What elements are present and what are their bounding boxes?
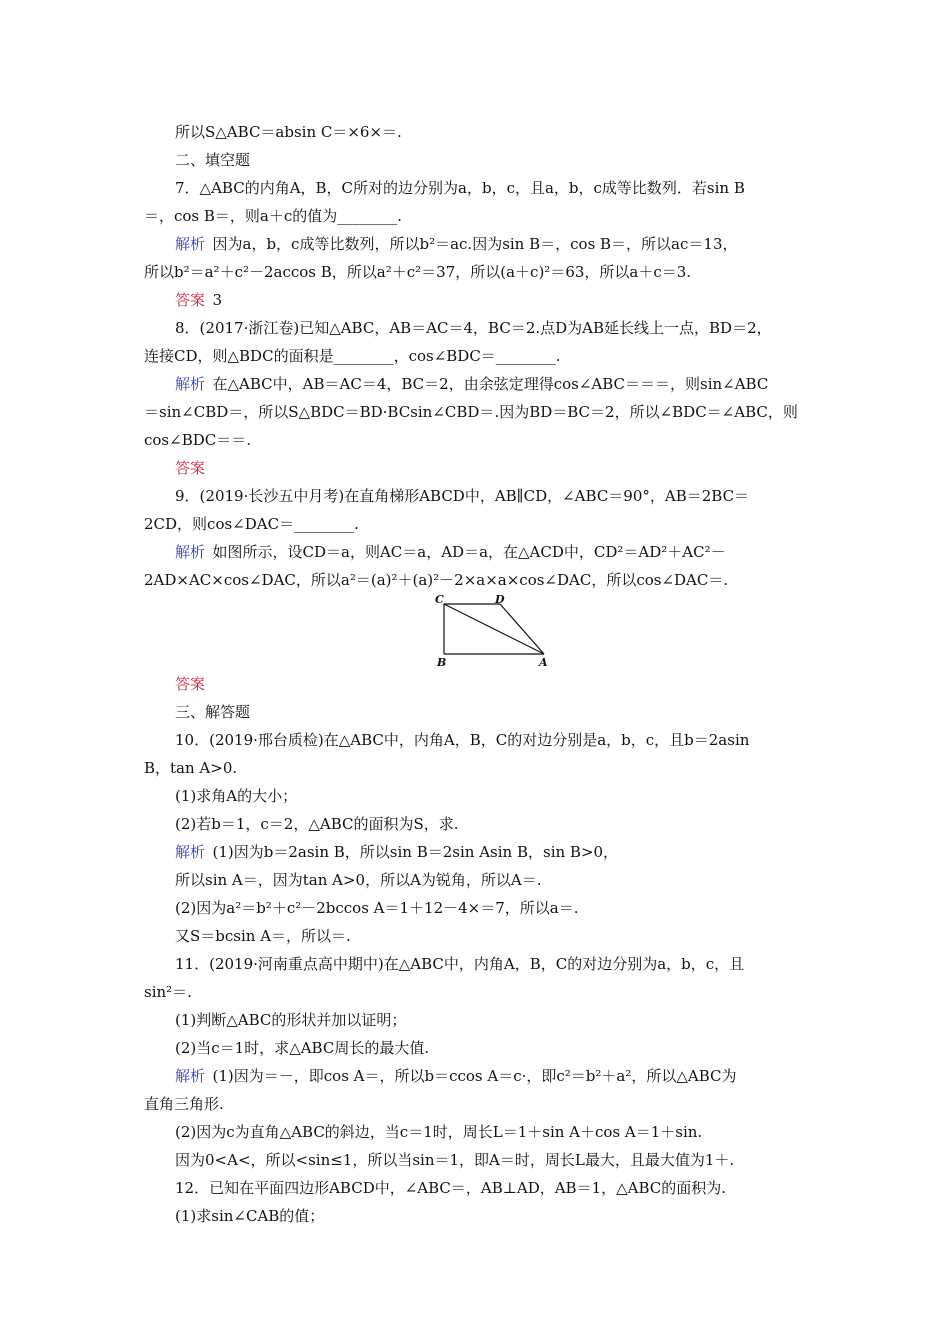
text-line [144, 430, 809, 450]
line-text: 所以sin A＝，因为tan A>0，所以A为锐角，所以A＝. [175, 871, 542, 889]
line-text: 12．已知在平面四边形ABCD中，∠ABC＝，AB⊥AD，AB＝1，△ABC的面积为. [175, 1179, 727, 1197]
line-text: (2)因为c为直角△ABC的斜边，当c＝1时，周长L＝1＋sin A＋cos A＝1＋sin. [175, 1123, 703, 1141]
text-line [175, 814, 809, 834]
line-text: B，tan A>0. [144, 759, 238, 777]
text-line [175, 234, 809, 254]
line-text: 连接CD，则△BDC的面积是________，cos∠BDC＝________. [144, 347, 561, 365]
edge-da [500, 604, 544, 654]
line-text: 所以S△ABC＝absin C＝×6×＝. [175, 123, 402, 141]
text-line [175, 870, 809, 890]
text-line [175, 702, 809, 722]
line-text: 因为0<A<，所以<sin≤1，所以当sin＝1，即A＝时，周长L最大，且最大值为1＋. [175, 1151, 735, 1169]
analysis-label: 解析 [175, 235, 206, 253]
text-line [144, 982, 809, 1002]
line-text: 3 [212, 291, 223, 309]
analysis-label: 解析 [175, 543, 206, 561]
line-text: ＝sin∠CBD＝，所以S△BDC＝BD·BCsin∠CBD＝.因为BD＝BC＝2，所以∠BDC＝∠ABC，则 [144, 403, 798, 421]
text-line [175, 458, 809, 478]
line-text: 因为a，b，c成等比数列，所以b²＝ac.因为sin B＝，cos B＝，所以ac＝13， [212, 235, 738, 253]
text-line [144, 1094, 809, 1114]
line-text: 如图所示，设CD＝a，则AC＝a，AD＝a，在△ACD中，CD²＝AD²＋AC²－ [212, 543, 726, 561]
text-line [175, 1206, 809, 1226]
line-text: ＝，cos B＝，则a＋c的值为________. [144, 207, 403, 225]
text-line [175, 898, 809, 918]
answer-label: 答案 [175, 675, 206, 693]
text-line [175, 318, 809, 338]
text-line [175, 1178, 809, 1198]
analysis-label: 解析 [175, 1067, 206, 1085]
line-text: 三、解答题 [175, 703, 251, 721]
diagonal-ca [444, 604, 544, 654]
text-line [175, 290, 809, 310]
text-line [144, 514, 809, 534]
text-line [175, 730, 809, 750]
line-text: 10．(2019·邢台质检)在△ABC中，内角A，B，C的对边分别是a，b，c，且b＝2asin [175, 731, 750, 749]
text-line [144, 402, 809, 422]
line-text: 所以b²＝a²＋c²－2accos B，所以a²＋c²＝37，所以(a＋c)²＝63，所以a＋c＝3. [144, 263, 692, 281]
text-line [175, 1066, 809, 1086]
text-line [175, 486, 809, 506]
vertex-label-a: A [539, 656, 548, 669]
text-line [144, 262, 809, 282]
text-line [175, 842, 809, 862]
line-text: 又S＝bcsin A＝，所以＝. [175, 927, 351, 945]
line-text: 直角三角形. [144, 1095, 224, 1113]
line-text: 7．△ABC的内角A，B，C所对的边分别为a，b，c，且a，b，c成等比数列．若sin B [175, 179, 745, 197]
line-text: (1)求角A的大小； [175, 787, 298, 805]
line-text: 2CD，则cos∠DAC＝________. [144, 515, 359, 533]
figure-shape [444, 604, 544, 654]
analysis-label: 解析 [175, 843, 206, 861]
line-text: (1)求sin∠CAB的值； [175, 1207, 325, 1225]
line-text: (2)因为a²＝b²＋c²－2bccos A＝1＋12－4×＝7，所以a＝. [175, 899, 579, 917]
line-text: (2)当c＝1时，求△ABC周长的最大值. [175, 1039, 430, 1057]
line-text: 2AD×AC×cos∠DAC，所以a²＝(a)²＋(a)²－2×a×a×cos∠DAC，所以cos∠DAC＝. [144, 571, 729, 589]
text-line [144, 206, 809, 226]
text-line [175, 926, 809, 946]
text-line [175, 674, 809, 694]
text-line [175, 542, 809, 562]
text-line [144, 346, 809, 366]
line-text: sin²＝. [144, 983, 192, 1001]
answer-label: 答案 [175, 459, 206, 477]
line-text: (2)若b＝1，c＝2，△ABC的面积为S，求. [175, 815, 459, 833]
text-line [175, 150, 809, 170]
line-text: (1)判断△ABC的形状并加以证明； [175, 1011, 407, 1029]
text-line [175, 1122, 809, 1142]
answer-label: 答案 [175, 291, 206, 309]
text-line [175, 178, 809, 198]
text-line [144, 570, 809, 590]
line-text: cos∠BDC＝＝. [144, 431, 251, 449]
text-line [175, 374, 809, 394]
trapezoid-figure [428, 592, 560, 672]
line-text: (1)因为＝－，即cos A＝，所以b＝ccos A＝c·，即c²＝b²＋a²，所以△ABC为 [212, 1067, 737, 1085]
text-line [175, 954, 809, 974]
line-text: 在△ABC中，AB＝AC＝4，BC＝2，由余弦定理得cos∠ABC＝＝＝，则sin∠ABC [212, 375, 769, 393]
line-text: 二、填空题 [175, 151, 251, 169]
text-line [175, 1150, 809, 1170]
text-line [175, 122, 809, 142]
text-line [144, 758, 809, 778]
vertex-label-b: B [437, 656, 447, 669]
vertex-label-d: D [495, 593, 505, 606]
text-line [175, 1010, 809, 1030]
text-line [175, 1038, 809, 1058]
text-line [175, 786, 809, 806]
line-text: (1)因为b＝2asin B，所以sin B＝2sin Asin B，sin B>0， [212, 843, 619, 861]
analysis-label: 解析 [175, 375, 206, 393]
line-text: 8．(2017·浙江卷)已知△ABC，AB＝AC＝4，BC＝2.点D为AB延长线上一点，BD＝2， [175, 319, 772, 337]
line-text: 11．(2019·河南重点高中期中)在△ABC中，内角A，B，C的对边分别为a，b，c，且 [175, 955, 745, 973]
line-text: 9．(2019·长沙五中月考)在直角梯形ABCD中，AB∥CD，∠ABC＝90°，AB＝2BC＝ [175, 487, 750, 505]
vertex-label-c: C [435, 593, 444, 606]
